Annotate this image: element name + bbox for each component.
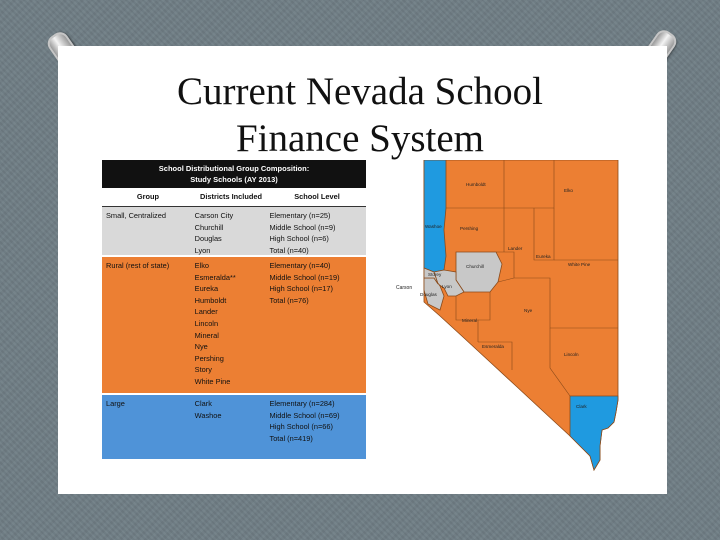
label-washoe: Washoe	[425, 224, 442, 229]
district: Carson City	[194, 211, 234, 220]
school-level: Elementary (n=25)	[269, 211, 331, 220]
district: Lyon	[194, 245, 211, 255]
school-level: Elementary (n=40)	[269, 261, 331, 270]
district: Mineral	[194, 330, 219, 340]
school-level: High School (n=17)	[269, 284, 333, 294]
label-pershing: Pershing	[460, 226, 479, 231]
label-elko: Elko	[564, 188, 573, 193]
district: Lincoln	[194, 318, 219, 328]
school-level: Elementary (n=284)	[269, 399, 335, 408]
label-white-pine: White Pine	[568, 262, 591, 267]
levels-cell	[268, 398, 367, 459]
district: Humboldt	[194, 295, 227, 305]
group-cell: Large	[106, 399, 125, 408]
label-churchill: Churchill	[466, 264, 484, 269]
school-level: High School (n=66)	[269, 422, 333, 432]
label-lincoln: Lincoln	[564, 352, 579, 357]
table-row-large	[102, 395, 366, 459]
title-line-2: Finance System	[235, 117, 485, 160]
nevada-map-svg	[394, 160, 634, 472]
label-carson: Carson	[396, 285, 413, 291]
label-douglas: Douglas	[420, 292, 437, 297]
district: Churchill	[194, 222, 224, 232]
districts-cell	[193, 210, 268, 255]
table-heading	[102, 160, 366, 188]
levels-cell	[268, 260, 367, 393]
districts-cell	[193, 398, 268, 459]
district: Clark	[194, 399, 212, 408]
slide-title	[0, 68, 720, 162]
label-nye: Nye	[524, 308, 533, 313]
district: Washoe	[194, 410, 222, 420]
table-row-small-centralized	[102, 207, 366, 255]
column-header-districts: Districts Included	[199, 192, 262, 202]
school-level: Total (n=419)	[269, 433, 313, 443]
district: Lander	[194, 307, 218, 317]
district: Eureka	[194, 284, 219, 294]
school-level: Total (n=76)	[269, 295, 309, 305]
label-lander: Lander	[508, 246, 523, 251]
column-header-group: Group	[136, 192, 160, 202]
district: Esmeralda**	[194, 272, 236, 282]
district: Elko	[194, 261, 210, 270]
districts-cell	[193, 260, 268, 393]
group-composition-table	[102, 160, 366, 466]
label-storey: Storey	[428, 272, 442, 277]
label-humboldt: Humboldt	[466, 182, 486, 187]
group-cell: Rural (rest of state)	[106, 261, 170, 270]
label-mineral: Mineral	[462, 318, 478, 323]
county-churchill	[456, 252, 502, 292]
county-washoe	[424, 160, 446, 272]
label-clark: Clark	[576, 404, 587, 409]
district: White Pine	[194, 376, 231, 386]
table-heading-line-2: Study Schools (AY 2013)	[190, 175, 278, 184]
label-eureka: Eureka	[536, 254, 551, 259]
title-line-1: Current Nevada School	[176, 70, 544, 113]
school-level: Middle School (n=19)	[269, 272, 340, 282]
column-header-level: School Level	[294, 192, 340, 202]
label-esmeralda: Esmeralda	[482, 344, 504, 349]
district: Story	[194, 365, 212, 375]
levels-cell	[268, 210, 367, 255]
table-row-rural	[102, 257, 366, 393]
school-level: Middle School (n=69)	[269, 410, 340, 420]
district: Nye	[194, 342, 208, 352]
district: Pershing	[194, 353, 224, 363]
table-heading-line-1: School Distributional Group Composition:	[158, 164, 310, 173]
school-level: Total (n=40)	[269, 245, 309, 255]
district: Douglas	[194, 234, 222, 244]
label-lyon: Lyon	[442, 284, 452, 289]
table-header-row	[102, 188, 366, 207]
nevada-county-map	[394, 160, 634, 472]
school-level: Middle School (n=9)	[269, 222, 336, 232]
group-cell: Small, Centralized	[106, 211, 166, 220]
school-level: High School (n=6)	[269, 234, 329, 244]
